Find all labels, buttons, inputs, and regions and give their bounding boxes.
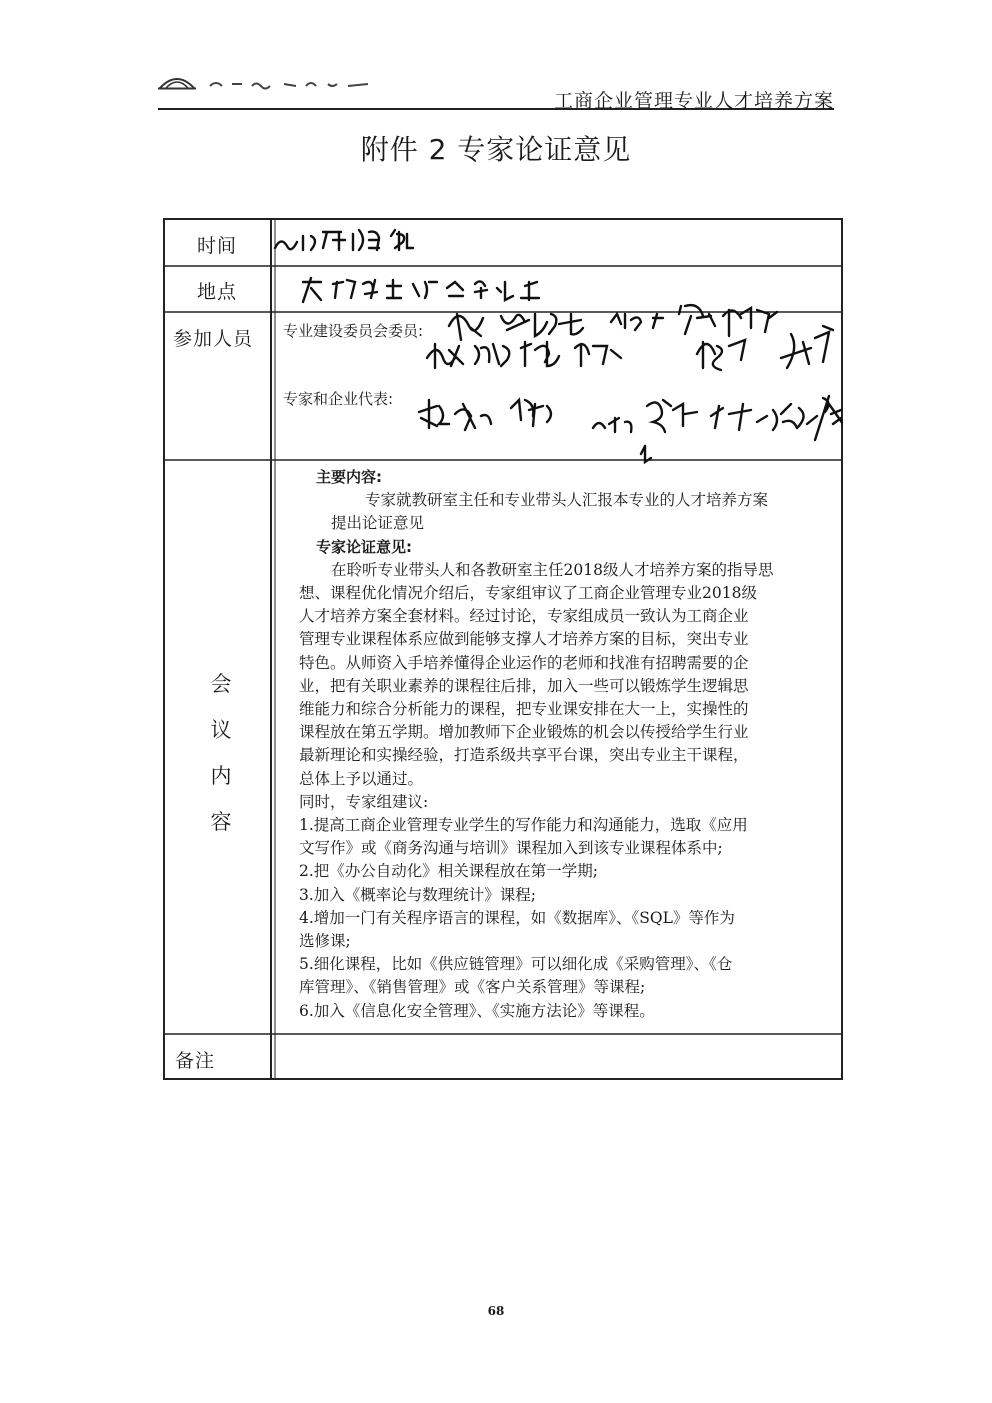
header-rule — [158, 108, 834, 110]
main-content-line: 提出论证意见 — [331, 514, 425, 533]
suggestion-line: 选修课; — [299, 932, 351, 951]
expert-opinion-form — [163, 218, 843, 1080]
remarks-label: 备注 — [175, 1050, 216, 1072]
opinion-line: 人才培养方案全套材料。经过讨论，专家组成员一致认为工商企业 — [299, 607, 749, 626]
handwritten-entries — [163, 218, 843, 468]
suggestion-line: 3.加入《概率论与数理统计》课程; — [299, 885, 537, 904]
main-content-line: 专家就教研室主任和专业带头人汇报本专业的人才培养方案 — [365, 491, 769, 510]
suggestion-line: 6.加入《信息化安全管理》、《实施方法论》等课程。 — [299, 1001, 655, 1020]
opinion-line: 同时，专家组建议: — [299, 792, 429, 811]
suggestion-line: 库管理》、《销售管理》或《客户关系管理》等课程; — [299, 978, 646, 997]
meeting-content-label — [209, 668, 233, 852]
suggestion-line: 2.把《办公自动化》相关课程放在第一学期; — [299, 862, 599, 881]
suggestion-line: 1.提高工商企业管理专业学生的写作能力和沟通能力，选取《应用 — [299, 816, 748, 835]
meeting-label-char: 容 — [210, 810, 232, 834]
school-name-mark — [206, 78, 376, 92]
committee-label: 专业建设委员会委员: — [283, 322, 424, 340]
opinion-line: 在聆听专业带头人和各教研室主任2018级人才培养方案的指导思 — [331, 560, 774, 579]
opinion-line: 业，把有关职业素养的课程往后排，加入一些可以锻炼学生逻辑思 — [299, 676, 749, 695]
opinion-line: 总体上予以通过。 — [299, 769, 424, 788]
opinion-line: 特色。从师资入手培养懂得企业运作的老师和找准有招聘需要的企 — [299, 653, 749, 672]
suggestion-line: 4.增加一门有关程序语言的课程，如《数据库》、《SQL》等作为 — [299, 908, 735, 927]
page-header — [158, 70, 834, 110]
opinion-heading: 专家论证意见: — [316, 537, 412, 556]
time-label: 时间 — [197, 235, 238, 257]
meeting-label-char: 议 — [210, 718, 232, 742]
suggestion-line: 5.细化课程，比如《供应链管理》可以细化成《采购管理》、《仓 — [299, 955, 733, 974]
suggestion-line: 文写作》或《商务沟通与培训》课程加入到该专业课程体系中; — [299, 839, 723, 858]
header-title: 工商企业管理专业人才培养方案 — [553, 90, 834, 112]
document-title: 附件 2 专家论证意见 — [360, 133, 632, 166]
meeting-content — [299, 466, 811, 1023]
page-number: 68 — [487, 1304, 505, 1318]
opinion-line: 维能力和综合分析能力的课程，把专业课安排在大一上，实操性的 — [299, 700, 749, 719]
expert-label: 专家和企业代表: — [283, 390, 394, 408]
main-content-heading: 主要内容: — [316, 468, 382, 486]
meeting-label-char: 内 — [210, 764, 232, 788]
place-label: 地点 — [197, 281, 238, 303]
school-logo-icon — [158, 74, 196, 90]
participants-label: 参加人员 — [173, 328, 254, 350]
meeting-label-char: 会 — [210, 672, 232, 696]
opinion-line: 想、课程优化情况介绍后，专家组审议了工商企业管理专业2018级 — [299, 584, 757, 603]
opinion-line: 最新理论和实操经验，打造系级共享平台课，突出专业主干课程， — [299, 746, 749, 765]
opinion-line: 管理专业课程体系应做到能够支撑人才培养方案的目标，突出专业 — [299, 630, 749, 649]
opinion-line: 课程放在第五学期。增加教师下企业锻炼的机会以传授给学生行业 — [299, 723, 749, 742]
